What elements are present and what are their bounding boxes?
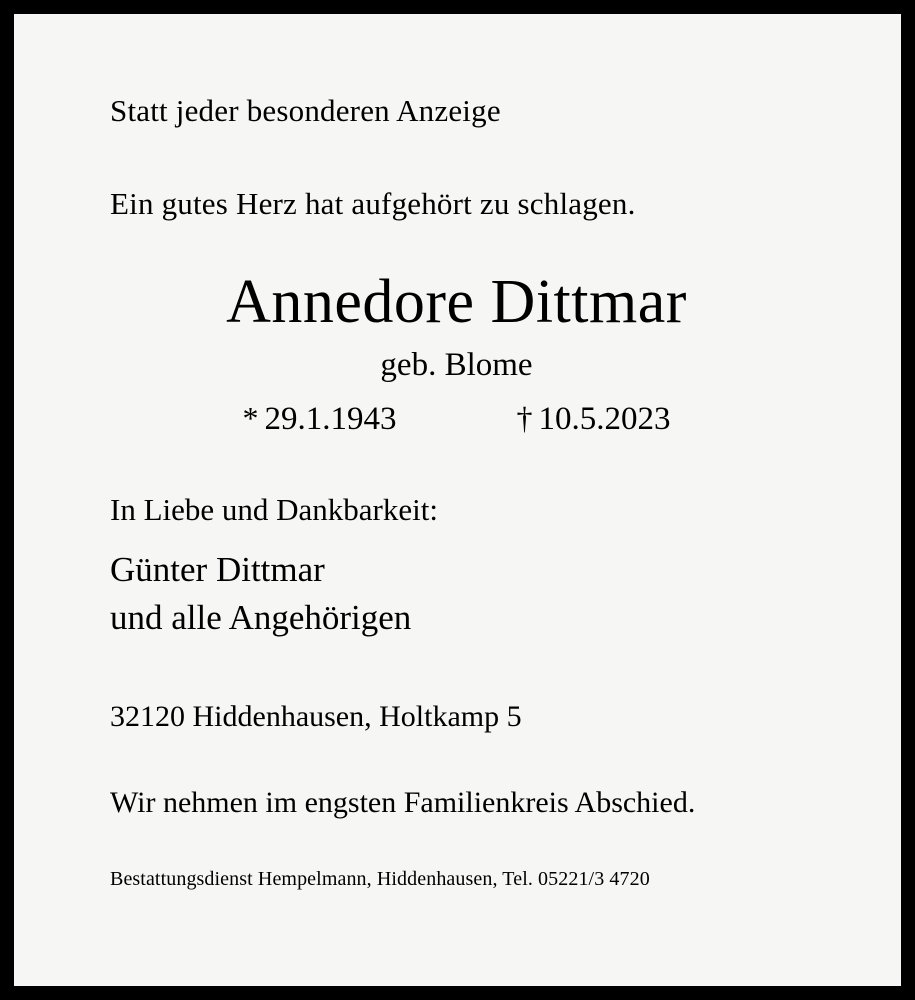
survivor-secondary: und alle Angehörigen xyxy=(110,598,412,638)
address-line: 32120 Hiddenhausen, Holtkamp 5 xyxy=(110,700,522,734)
obituary-content xyxy=(14,14,901,986)
cross-icon: † xyxy=(516,399,533,436)
death-date-item xyxy=(517,400,671,438)
funeral-home-line: Bestattungsdienst Hempelmann, Hiddenhausen, Tel. 05221/3 4720 xyxy=(110,868,650,891)
maiden-name: geb. Blome xyxy=(380,347,533,384)
birth-date: 29.1.1943 xyxy=(264,400,397,437)
intro-line: Statt jeder besonderen Anzeige xyxy=(110,93,501,128)
birth-star-icon: * xyxy=(242,399,259,436)
farewell-line: Wir nehmen im engsten Familienkreis Abschied. xyxy=(110,786,696,820)
quote-line: Ein gutes Herz hat aufgehört zu schlagen. xyxy=(110,186,636,222)
death-date: 10.5.2023 xyxy=(538,400,671,437)
deceased-name-block xyxy=(110,270,833,437)
survivor-primary: Günter Dittmar xyxy=(110,549,325,589)
life-dates xyxy=(110,400,803,438)
deceased-name: Annedore Dittmar xyxy=(226,268,687,337)
birth-date-item xyxy=(243,400,397,438)
mourners-label: In Liebe und Dankbarkeit: xyxy=(110,491,438,527)
